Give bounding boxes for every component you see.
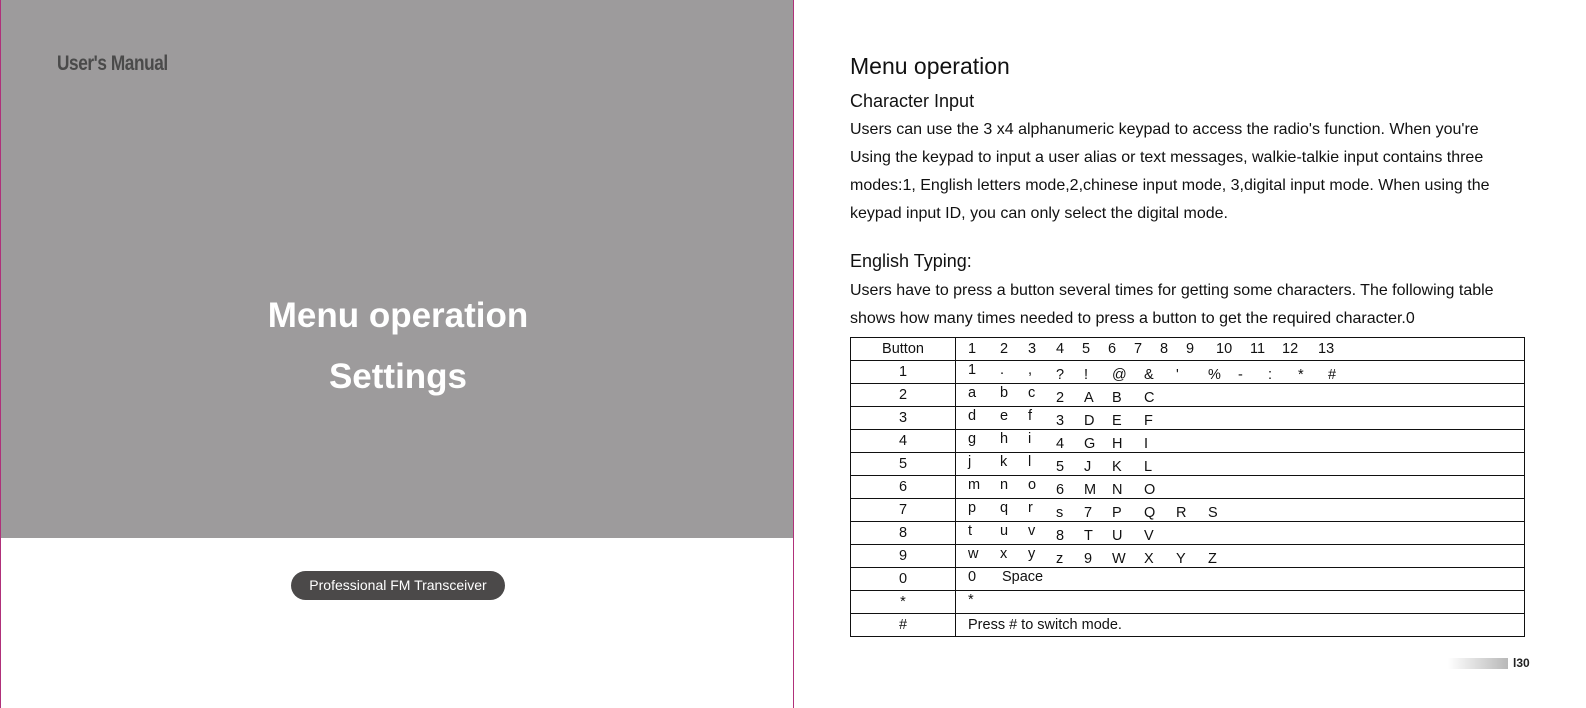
press-count-header: 1 — [968, 341, 977, 357]
character-entry: 0 — [968, 569, 977, 585]
character-entry: W — [1112, 551, 1126, 567]
characters-cell — [956, 384, 1525, 407]
character-entry: @ — [1112, 367, 1127, 383]
character-entry: Y — [1176, 551, 1186, 567]
characters-cell — [956, 361, 1525, 384]
table-row — [851, 384, 1525, 407]
button-cell: Button — [851, 338, 956, 361]
character-entry: q — [1000, 500, 1009, 516]
character-entry: - — [1238, 367, 1243, 383]
character-entry: C — [1144, 390, 1155, 406]
table-row — [851, 476, 1525, 499]
character-entry: 1 — [968, 362, 977, 378]
table-row — [851, 591, 1525, 614]
table-row — [851, 338, 1525, 361]
character-entry: P — [1112, 505, 1122, 521]
button-cell: 0 — [851, 568, 956, 591]
character-entry: D — [1084, 413, 1095, 429]
character-entry: R — [1176, 505, 1187, 521]
character-entry: z — [1056, 551, 1064, 567]
character-entry: ? — [1056, 367, 1065, 383]
character-entry: N — [1112, 482, 1123, 498]
character-entry: * — [1298, 367, 1304, 383]
press-count-header: 10 — [1216, 341, 1233, 357]
character-entry: J — [1084, 459, 1092, 475]
button-cell: 4 — [851, 430, 956, 453]
character-entry: v — [1028, 523, 1036, 539]
character-entry: A — [1084, 390, 1094, 406]
character-entry: x — [1000, 546, 1008, 562]
paragraph-line: Users have to press a button several times for getting some characters. The following table — [850, 282, 1494, 299]
character-entry: Space — [1002, 569, 1044, 585]
character-entry: % — [1208, 367, 1221, 383]
table-row — [851, 522, 1525, 545]
character-entry: Q — [1144, 505, 1156, 521]
character-entry: 3 — [1056, 413, 1065, 429]
character-entry: U — [1112, 528, 1123, 544]
paragraph-line: modes:1, English letters mode,2,chinese input mode, 3,digital input mode. When using the — [850, 177, 1490, 194]
paragraph-line: keypad input ID, you can only select the digital mode. — [850, 205, 1228, 222]
character-entry: & — [1144, 367, 1154, 383]
press-count-header: 13 — [1318, 341, 1335, 357]
character-entry: . — [1000, 362, 1005, 378]
character-entry: k — [1000, 454, 1008, 470]
character-entry: j — [968, 454, 972, 470]
character-entry: i — [1028, 431, 1032, 447]
character-entry: K — [1112, 459, 1122, 475]
character-entry: e — [1000, 408, 1009, 424]
cover-title: Menu operation — [267, 296, 529, 335]
table-note: Press # to switch mode. — [968, 617, 1122, 633]
character-entry: m — [968, 477, 981, 493]
character-entry: 8 — [1056, 528, 1065, 544]
product-badge: Professional FM Transceiver — [291, 571, 505, 600]
character-entry: F — [1144, 413, 1153, 429]
press-count-header: 3 — [1028, 341, 1037, 357]
character-entry: S — [1208, 505, 1218, 521]
characters-cell — [956, 499, 1525, 522]
button-cell: # — [851, 614, 956, 637]
character-entry: V — [1144, 528, 1154, 544]
section-title-english-typing: English Typing: — [850, 251, 972, 271]
table-row — [851, 361, 1525, 384]
character-entry: H — [1112, 436, 1123, 452]
characters-cell — [956, 522, 1525, 545]
button-cell: 2 — [851, 384, 956, 407]
character-entry: 9 — [1084, 551, 1093, 567]
button-cell: 8 — [851, 522, 956, 545]
button-cell: * — [851, 591, 956, 614]
english-typing-paragraph — [850, 277, 1550, 333]
press-count-header: 5 — [1082, 341, 1091, 357]
character-entry: p — [968, 500, 977, 516]
section-title-character-input: Character Input — [850, 91, 975, 111]
character-entry: L — [1144, 459, 1153, 475]
press-count-header: 7 — [1134, 341, 1143, 357]
character-entry: 7 — [1084, 505, 1093, 521]
brand-title: User's Manual — [57, 52, 168, 75]
characters-cell — [956, 453, 1525, 476]
table-row — [851, 430, 1525, 453]
press-count-header: 9 — [1186, 341, 1195, 357]
table-row — [851, 545, 1525, 568]
characters-cell — [956, 591, 1525, 614]
character-entry: o — [1028, 477, 1037, 493]
character-entry: u — [1000, 523, 1009, 539]
character-entry: 2 — [1056, 390, 1065, 406]
character-entry: b — [1000, 385, 1009, 401]
press-count-header: 12 — [1282, 341, 1299, 357]
character-entry: B — [1112, 390, 1122, 406]
characters-cell — [956, 568, 1525, 591]
character-entry: : — [1268, 367, 1273, 383]
right-page — [794, 0, 1586, 708]
character-entry: 4 — [1056, 436, 1065, 452]
button-cell: 1 — [851, 361, 956, 384]
character-entry: n — [1000, 477, 1009, 493]
character-entry: c — [1028, 385, 1036, 401]
press-count-header: 8 — [1160, 341, 1169, 357]
table-row — [851, 499, 1525, 522]
page-heading: Menu operation — [850, 53, 1010, 79]
character-entry: y — [1028, 546, 1036, 562]
characters-cell — [956, 430, 1525, 453]
character-entry: s — [1056, 505, 1064, 521]
table-row — [851, 568, 1525, 591]
press-count-header: 6 — [1108, 341, 1117, 357]
table-row — [851, 453, 1525, 476]
character-entry: M — [1084, 482, 1097, 498]
press-count-header: 4 — [1056, 341, 1065, 357]
button-cell: 6 — [851, 476, 956, 499]
button-cell: 5 — [851, 453, 956, 476]
button-cell: 7 — [851, 499, 956, 522]
character-entry: # — [1328, 367, 1337, 383]
character-entry: 5 — [1056, 459, 1065, 475]
character-entry: G — [1084, 436, 1096, 452]
character-entry: a — [968, 385, 977, 401]
character-entry: T — [1084, 528, 1093, 544]
characters-cell — [956, 338, 1525, 361]
table-row — [851, 614, 1525, 637]
character-entry: , — [1028, 362, 1033, 378]
character-entry: ' — [1176, 367, 1179, 383]
cover-panel — [1, 0, 793, 538]
button-cell: 3 — [851, 407, 956, 430]
table-row — [851, 407, 1525, 430]
character-entry: d — [968, 408, 977, 424]
character-entry: f — [1028, 408, 1033, 424]
character-entry: O — [1144, 482, 1156, 498]
keypad-character-table — [850, 337, 1525, 637]
character-entry: h — [1000, 431, 1009, 447]
page-number-bar — [1448, 658, 1508, 669]
press-count-header: 11 — [1250, 341, 1266, 357]
paragraph-line: Users can use the 3 x4 alphanumeric keypad to access the radio's function. When you're — [850, 121, 1479, 138]
character-entry: l — [1028, 454, 1032, 470]
page-number: l30 — [1513, 656, 1530, 670]
character-entry: X — [1144, 551, 1154, 567]
character-entry: E — [1112, 413, 1122, 429]
character-entry: w — [968, 546, 979, 562]
character-entry: I — [1144, 436, 1149, 452]
character-entry: Z — [1208, 551, 1217, 567]
characters-cell — [956, 545, 1525, 568]
character-input-paragraph — [850, 116, 1550, 228]
character-entry: * — [968, 592, 974, 608]
paragraph-line: shows how many times needed to press a button to get the required character.0 — [850, 310, 1415, 327]
button-cell: 9 — [851, 545, 956, 568]
character-entry: 6 — [1056, 482, 1065, 498]
paragraph-line: Using the keypad to input a user alias or text messages, walkie-talkie input contains three — [850, 149, 1484, 166]
characters-cell — [956, 407, 1525, 430]
character-entry: r — [1028, 500, 1033, 516]
cover-subtitle: Settings — [328, 357, 468, 396]
character-entry: g — [968, 431, 977, 447]
characters-cell — [956, 614, 1525, 637]
character-entry: t — [968, 523, 973, 539]
character-entry: ! — [1084, 367, 1089, 383]
press-count-header: 2 — [1000, 341, 1009, 357]
characters-cell — [956, 476, 1525, 499]
